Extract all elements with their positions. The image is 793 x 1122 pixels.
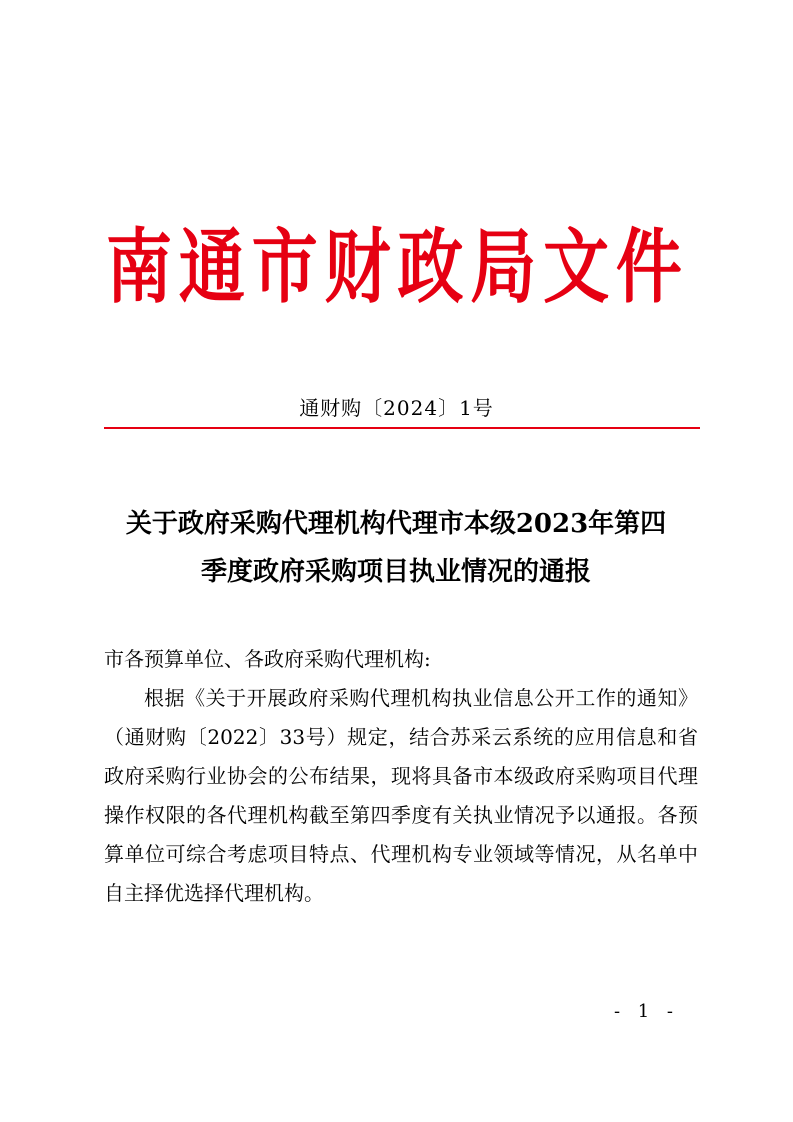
header-char: 件 (615, 220, 682, 315)
header-char: 文 (543, 220, 610, 315)
body-paragraph: 根据《关于开展政府采购代理机构执业信息公开工作的通知》（通财购〔2022〕33号）规定，结合苏采云系统的应用信息和省政府采购行业协会的公布结果，现将具备市本级政府采购项目代理操作权限的各代理机构截至第四季度有关执业情况予以通报。各预算单位可综合考虑项目特点、代理机构专业领域等情况，从名单中自主择优选择代理机构。 (104, 686, 698, 905)
issuer-header-title (106, 222, 682, 314)
document-body (104, 640, 698, 913)
page-number: - 1 - (613, 1001, 679, 1022)
header-char: 市 (251, 220, 318, 315)
header-char: 政 (397, 220, 464, 315)
header-char: 通 (178, 220, 245, 315)
header-char: 财 (324, 220, 391, 315)
salutation: 市各预算单位、各政府采购代理机构: (104, 647, 431, 671)
red-divider-line (104, 427, 700, 429)
title-line-2: 季度政府采购项目执业情况的通报 (200, 557, 591, 587)
document-number: 通财购〔2024〕1号 (299, 396, 494, 420)
document-title (90, 500, 702, 596)
title-line-1: 关于政府采购代理机构代理市本级2023年第四 (125, 509, 667, 539)
header-char: 南 (106, 220, 172, 315)
header-char: 局 (470, 220, 537, 315)
